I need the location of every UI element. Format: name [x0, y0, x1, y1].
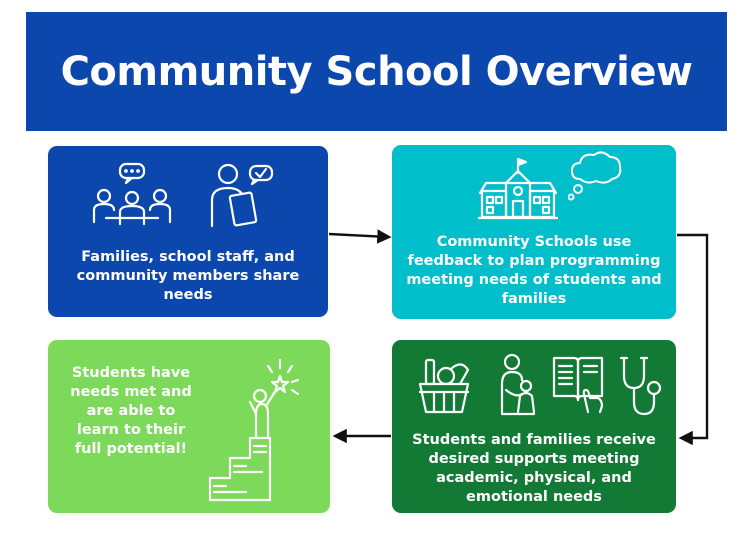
step-text-plan-programming: Community Schools use feedback to plan programming meeting needs of students and families — [406, 234, 662, 307]
step-text-full-potential: Students have needs met and are able to learn to their full potential! — [70, 365, 192, 457]
arrow-step2-to-step3 — [677, 235, 707, 438]
step-text-share-needs: Families, school staff, and community members share needs — [76, 249, 300, 303]
page-title: Community School Overview — [60, 48, 693, 95]
arrow-step1-to-step2 — [329, 234, 388, 237]
step-text-receive-supports: Students and families receive desired supports meeting academic, physical, and emotional needs — [412, 432, 656, 505]
